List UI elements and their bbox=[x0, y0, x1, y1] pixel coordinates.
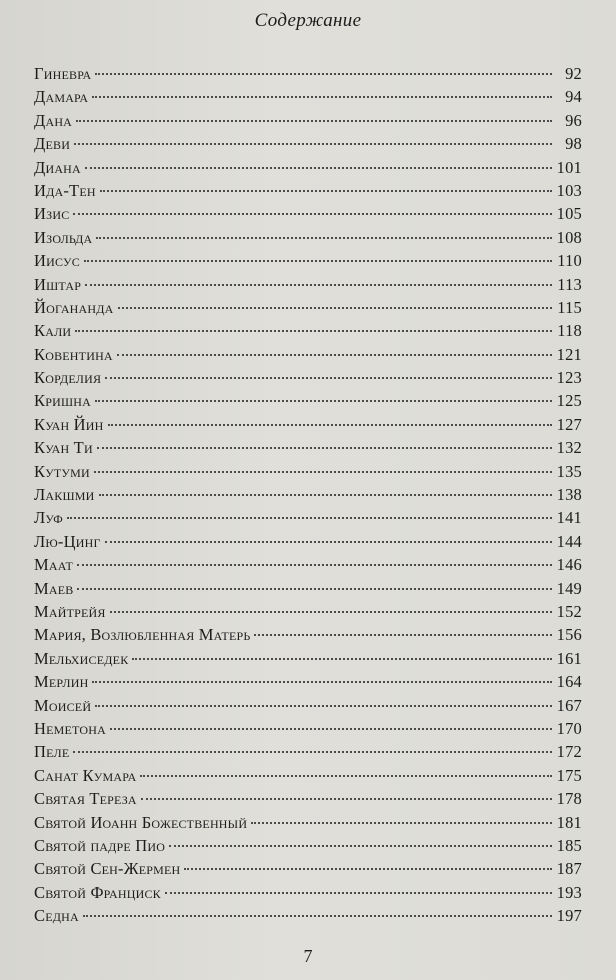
toc-entry bbox=[34, 742, 582, 765]
toc-entry-title: Куан Ти bbox=[34, 438, 93, 458]
toc-entry bbox=[34, 181, 582, 204]
toc-entry bbox=[34, 228, 582, 251]
toc-leader-dots bbox=[95, 705, 552, 707]
toc-entry bbox=[34, 391, 582, 414]
toc-entry bbox=[34, 696, 582, 719]
toc-entry-page: 132 bbox=[556, 438, 582, 458]
toc-leader-dots bbox=[251, 822, 552, 824]
toc-leader-dots bbox=[105, 377, 552, 379]
toc-entry-page: 146 bbox=[556, 555, 582, 575]
toc-entry-page: 94 bbox=[565, 87, 582, 107]
toc-entry bbox=[34, 883, 582, 906]
toc-leader-dots bbox=[94, 471, 552, 473]
toc-entry-title: Корделия bbox=[34, 368, 102, 388]
toc-entry-title: Иштар bbox=[34, 274, 82, 294]
toc-leader-dots bbox=[73, 751, 552, 753]
toc-entry-title: Куан Йин bbox=[34, 414, 104, 434]
toc-entry bbox=[34, 579, 582, 602]
toc-entry-title: Мельхиседек bbox=[34, 648, 129, 668]
toc-entry-title: Лю-Цинг bbox=[34, 531, 101, 551]
toc-entry-page: 167 bbox=[556, 695, 582, 715]
toc-leader-dots bbox=[85, 284, 552, 286]
toc-entry-page: 187 bbox=[556, 859, 582, 879]
toc-entry-page: 172 bbox=[556, 742, 582, 762]
toc-entry bbox=[34, 813, 582, 836]
toc-entry-title: Дамара bbox=[34, 87, 89, 107]
toc-entry-page: 92 bbox=[565, 64, 582, 83]
toc-entry bbox=[34, 87, 582, 110]
toc-entry-title: Святой Сен-Жермен bbox=[34, 859, 181, 879]
table-of-contents bbox=[34, 64, 582, 929]
toc-entry-page: 193 bbox=[556, 882, 582, 902]
toc-entry-page: 144 bbox=[556, 531, 582, 551]
toc-leader-dots bbox=[92, 681, 552, 683]
toc-entry-page: 152 bbox=[556, 601, 582, 621]
toc-entry bbox=[34, 532, 582, 555]
toc-entry-title: Луф bbox=[34, 508, 63, 528]
toc-entry-title: Моисей bbox=[34, 695, 92, 715]
toc-entry-page: 138 bbox=[556, 485, 582, 505]
toc-leader-dots bbox=[97, 447, 552, 449]
toc-entry-page: 110 bbox=[557, 251, 582, 271]
toc-leader-dots bbox=[110, 728, 552, 730]
toc-entry-title: Ковентина bbox=[34, 344, 113, 364]
toc-entry-title: Кали bbox=[34, 321, 72, 341]
toc-leader-dots bbox=[84, 260, 552, 262]
toc-entry-title: Кришна bbox=[34, 391, 91, 411]
page-title: Содержание bbox=[254, 10, 362, 31]
toc-entry-page: 178 bbox=[556, 789, 582, 809]
toc-leader-dots bbox=[77, 564, 552, 566]
toc-entry-page: 96 bbox=[565, 110, 582, 130]
toc-entry-page: 149 bbox=[556, 578, 582, 598]
toc-entry bbox=[34, 298, 582, 321]
toc-entry-title: Гиневра bbox=[34, 64, 92, 83]
toc-entry-page: 127 bbox=[556, 414, 582, 434]
toc-entry bbox=[34, 462, 582, 485]
toc-entry-page: 115 bbox=[557, 297, 582, 317]
toc-entry-page: 113 bbox=[557, 274, 582, 294]
toc-leader-dots bbox=[95, 400, 552, 402]
toc-entry bbox=[34, 485, 582, 508]
toc-leader-dots bbox=[92, 96, 552, 98]
toc-entry-page: 118 bbox=[557, 321, 582, 341]
toc-entry-page: 164 bbox=[556, 672, 582, 692]
toc-entry-page: 125 bbox=[556, 391, 582, 411]
toc-leader-dots bbox=[184, 868, 552, 870]
toc-leader-dots bbox=[169, 845, 552, 847]
toc-entry-title: Диана bbox=[34, 157, 81, 177]
toc-leader-dots bbox=[73, 213, 552, 215]
toc-entry bbox=[34, 251, 582, 274]
toc-entry-page: 141 bbox=[556, 508, 582, 528]
toc-entry-title: Мерлин bbox=[34, 672, 89, 692]
toc-entry-title: Майтрейя bbox=[34, 601, 106, 621]
toc-entry bbox=[34, 134, 582, 157]
toc-entry-title: Неметона bbox=[34, 718, 107, 738]
toc-entry bbox=[34, 836, 582, 859]
toc-entry bbox=[34, 204, 582, 227]
toc-entry-title: Пеле bbox=[34, 742, 70, 762]
toc-entry bbox=[34, 368, 582, 391]
toc-entry-page: 156 bbox=[556, 625, 582, 645]
toc-leader-dots bbox=[85, 167, 552, 169]
toc-entry-page: 175 bbox=[556, 765, 582, 785]
toc-leader-dots bbox=[95, 73, 552, 75]
toc-entry-title: Седна bbox=[34, 906, 79, 926]
toc-entry bbox=[34, 789, 582, 812]
toc-entry-page: 108 bbox=[556, 227, 582, 247]
toc-leader-dots bbox=[132, 658, 552, 660]
toc-leader-dots bbox=[108, 424, 552, 426]
toc-leader-dots bbox=[141, 798, 552, 800]
toc-leader-dots bbox=[254, 634, 552, 636]
toc-entry bbox=[34, 719, 582, 742]
toc-leader-dots bbox=[165, 892, 552, 894]
toc-entry-title: Дана bbox=[34, 110, 73, 130]
toc-entry bbox=[34, 415, 582, 438]
toc-entry bbox=[34, 859, 582, 882]
toc-entry bbox=[34, 906, 582, 929]
toc-entry-page: 161 bbox=[556, 648, 582, 668]
toc-leader-dots bbox=[117, 354, 552, 356]
toc-entry-page: 170 bbox=[556, 718, 582, 738]
toc-entry-title: Святая Тереза bbox=[34, 789, 137, 809]
toc-entry bbox=[34, 766, 582, 789]
toc-entry-title: Деви bbox=[34, 134, 71, 154]
toc-entry-title: Йогананда bbox=[34, 297, 114, 317]
toc-leader-dots bbox=[118, 307, 552, 309]
toc-entry-title: Маев bbox=[34, 578, 74, 598]
toc-entry bbox=[34, 508, 582, 531]
toc-entry-page: 135 bbox=[556, 461, 582, 481]
toc-entry bbox=[34, 625, 582, 648]
toc-leader-dots bbox=[83, 915, 552, 917]
toc-entry bbox=[34, 602, 582, 625]
toc-leader-dots bbox=[140, 775, 552, 777]
toc-entry bbox=[34, 111, 582, 134]
toc-leader-dots bbox=[110, 611, 552, 613]
toc-entry bbox=[34, 64, 582, 87]
toc-entry-title: Святой Иоанн Божественный bbox=[34, 812, 248, 832]
toc-entry-title: Лакшми bbox=[34, 485, 95, 505]
toc-leader-dots bbox=[105, 541, 552, 543]
toc-entry bbox=[34, 345, 582, 368]
toc-leader-dots bbox=[77, 588, 552, 590]
toc-entry-page: 123 bbox=[556, 368, 582, 388]
toc-entry-page: 185 bbox=[556, 835, 582, 855]
toc-entry-page: 101 bbox=[556, 157, 582, 177]
toc-entry-title: Кутуми bbox=[34, 461, 90, 481]
toc-leader-dots bbox=[100, 190, 552, 192]
toc-entry-page: 105 bbox=[556, 204, 582, 224]
toc-entry-title: Святой падре Пио bbox=[34, 835, 166, 855]
toc-entry-title: Изис bbox=[34, 204, 70, 224]
toc-entry bbox=[34, 158, 582, 181]
toc-entry bbox=[34, 555, 582, 578]
toc-entry bbox=[34, 275, 582, 298]
toc-entry-title: Ида-Тен bbox=[34, 180, 96, 200]
toc-entry-title: Мария, Возлюбленная Матерь bbox=[34, 625, 251, 645]
page-number: 7 bbox=[303, 946, 313, 966]
toc-entry-page: 121 bbox=[556, 344, 582, 364]
toc-entry-title: Санат Кумара bbox=[34, 765, 137, 785]
toc-leader-dots bbox=[96, 237, 552, 239]
toc-leader-dots bbox=[74, 143, 552, 145]
toc-leader-dots bbox=[99, 494, 552, 496]
toc-leader-dots bbox=[67, 517, 552, 519]
toc-entry-title: Святой Франциск bbox=[34, 882, 161, 902]
toc-entry bbox=[34, 321, 582, 344]
toc-entry-page: 197 bbox=[556, 906, 582, 926]
toc-leader-dots bbox=[75, 330, 552, 332]
toc-entry-title: Иисус bbox=[34, 251, 80, 271]
toc-entry-title: Изольда bbox=[34, 227, 93, 247]
toc-entry-title: Маат bbox=[34, 555, 74, 575]
toc-entry bbox=[34, 649, 582, 672]
toc-entry bbox=[34, 672, 582, 695]
toc-entry-page: 98 bbox=[565, 134, 582, 154]
toc-entry bbox=[34, 438, 582, 461]
toc-leader-dots bbox=[76, 120, 552, 122]
toc-entry-page: 103 bbox=[556, 180, 582, 200]
toc-entry-page: 181 bbox=[556, 812, 582, 832]
